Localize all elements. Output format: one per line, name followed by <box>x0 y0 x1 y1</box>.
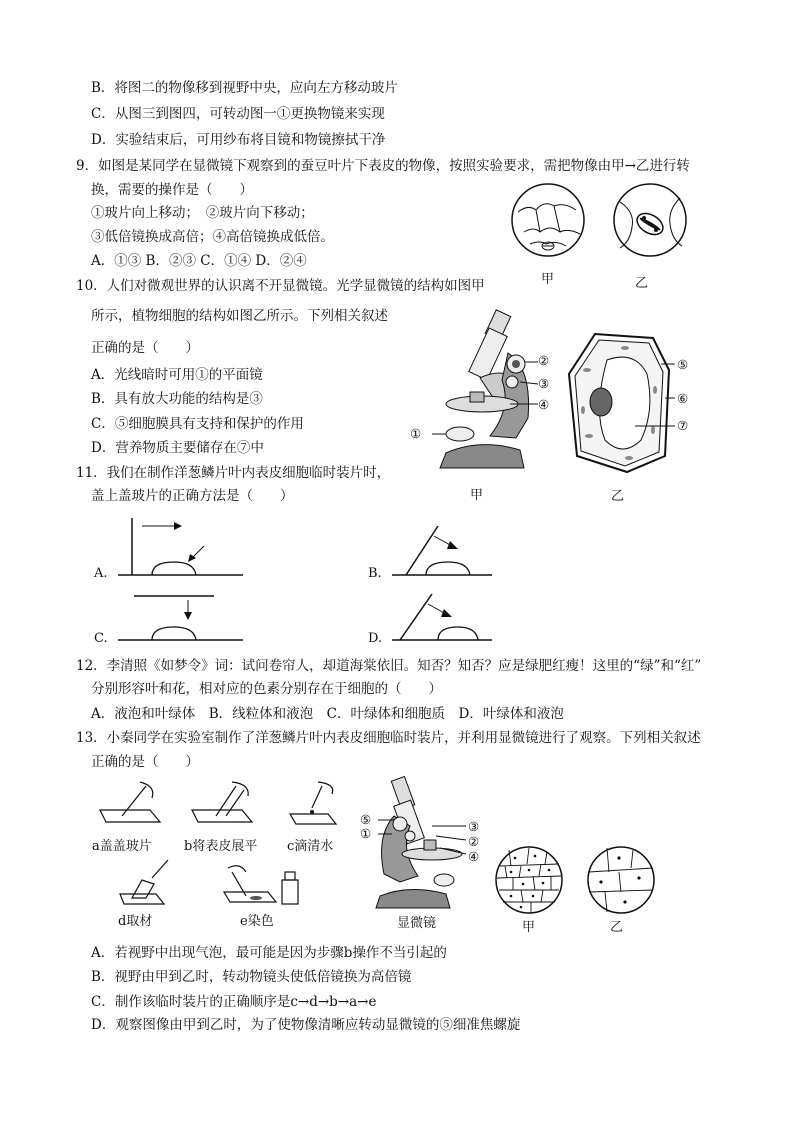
q13-steps-bottom-figure <box>120 858 310 910</box>
q13-step-e: e染色 <box>240 914 274 929</box>
q10-stem: 10．人们对微观世界的认识离不开显微镜。光学显微镜的结构如图甲 <box>76 278 485 294</box>
q10-option-c: C．⑤细胞膜具有支持和保护的作用 <box>91 416 304 432</box>
q11-option-c-figure <box>118 590 248 645</box>
q9-caption-yi: 乙 <box>635 276 649 291</box>
q13-step-b: b将表皮展平 <box>184 839 258 854</box>
q13-microscope-figure <box>370 776 480 910</box>
q9-caption-jia: 甲 <box>541 272 555 287</box>
q13-step-d: d取材 <box>118 914 153 929</box>
q10-option-d: D．营养物质主要储存在⑦中 <box>91 440 264 456</box>
prev-option-c: C．从图三到图四，可转动图一①更换物镜来实现 <box>91 106 385 122</box>
q13-scope-label-2: ② <box>468 834 480 849</box>
q13-stem: 13．小秦同学在实验室制作了洋葱鳞片叶内表皮细胞临时装片，并利用显微镜进行了观察。下列相关叙述 <box>76 730 701 746</box>
q13-caption-yi: 乙 <box>610 920 624 935</box>
q13-caption-jia: 甲 <box>522 920 536 935</box>
q9-stem-cont: 换，需要的操作是（ ） <box>91 182 253 198</box>
q11-option-a-figure <box>118 510 248 580</box>
q13-scope-caption: 显微镜 <box>397 916 437 931</box>
cell-label-7: ⑦ <box>677 418 689 433</box>
q11-option-a-label: A. <box>94 566 108 581</box>
prev-option-b: B．将图二的物像移到视野中央，应向左方移动玻片 <box>91 80 398 96</box>
q13-step-a: a盖盖玻片 <box>92 839 152 854</box>
q13-scope-label-1: ① <box>360 826 372 841</box>
microscope-label-4: ④ <box>538 397 550 412</box>
q13-option-d: D．观察图像由甲到乙时，为了使物像清晰应转动显微镜的⑤细准焦螺旋 <box>91 1017 521 1033</box>
cell-label-5: ⑤ <box>677 357 689 372</box>
prev-option-d: D．实验结束后，可用纱布将目镜和物镜擦拭干净 <box>91 132 386 148</box>
q9-stem: 9．如图是某同学在显微镜下观察到的蚕豆叶片下表皮的物像，按照实验要求，需把物像由甲→乙进行转 <box>76 158 690 174</box>
q12-stem-cont: 分别形容叶和花，相对应的色素分别存在于细胞的（ ） <box>91 681 442 697</box>
q13-step-c: c滴清水 <box>287 839 334 854</box>
q13-steps-top-figure <box>100 780 360 835</box>
q11-option-d-label: D. <box>368 631 383 646</box>
microscope-label-1: ① <box>410 426 422 441</box>
q11-option-d-figure <box>392 590 502 645</box>
q13-scope-label-5: ⑤ <box>360 812 372 827</box>
q10-option-a: A．光线暗时可用①的平面镜 <box>91 367 263 383</box>
q10-stem-end: 正确的是（ ） <box>91 340 199 356</box>
q11-option-b-label: B. <box>368 566 382 581</box>
q13-cell-views-figure <box>495 846 665 918</box>
q13-option-c: C．制作该临时装片的正确顺序是c→d→b→a→e <box>91 994 377 1010</box>
q10-option-b: B．具有放大功能的结构是③ <box>91 391 263 407</box>
q10-microscope-figure <box>420 308 560 478</box>
q11-stem: 11．我们在制作洋葱鳞片叶内表皮细胞临时装片时， <box>76 465 391 481</box>
microscope-label-2: ② <box>538 353 550 368</box>
q9-items-2: ③低倍镜换成高倍；④高倍镜换成低倍。 <box>91 229 334 245</box>
q9-items-1: ①玻片向上移动； ②玻片向下移动； <box>91 205 314 221</box>
cell-label-6: ⑥ <box>677 391 689 406</box>
q12-stem: 12．李清照《如梦令》词：试问卷帘人，却道海棠依旧。知否？知否？应是绿肥红瘦！这里的“绿”和“红” <box>76 658 702 674</box>
q10-stem-cont: 所示，植物细胞的结构如图乙所示。下列相关叙述 <box>91 308 388 324</box>
q13-stem-cont: 正确的是（ ） <box>91 754 199 770</box>
q12-options: A．液泡和叶绿体 B．线粒体和液泡 C．叶绿体和细胞质 D．叶绿体和液泡 <box>91 706 564 722</box>
q10-caption-jia: 甲 <box>470 488 484 503</box>
q11-option-c-label: C. <box>94 631 108 646</box>
microscope-label-3: ③ <box>538 376 550 391</box>
q13-option-b: B．视野由甲到乙时，转动物镜头使低倍镜换为高倍镜 <box>91 969 412 985</box>
q9-figure <box>510 182 690 292</box>
q9-options: A．①③ B．②③ C．①④ D．②④ <box>91 253 307 269</box>
q13-scope-label-4: ④ <box>468 849 480 864</box>
q11-option-b-figure <box>392 522 502 580</box>
q10-caption-yi: 乙 <box>611 489 625 504</box>
q13-scope-label-3: ③ <box>468 819 480 834</box>
q11-stem-cont: 盖上盖玻片的正确方法是（ ） <box>91 488 294 504</box>
q13-option-a: A．若视野中出现气泡，最可能是因为步骤b操作不当引起的 <box>91 945 447 961</box>
q10-plant-cell-figure <box>565 330 685 480</box>
